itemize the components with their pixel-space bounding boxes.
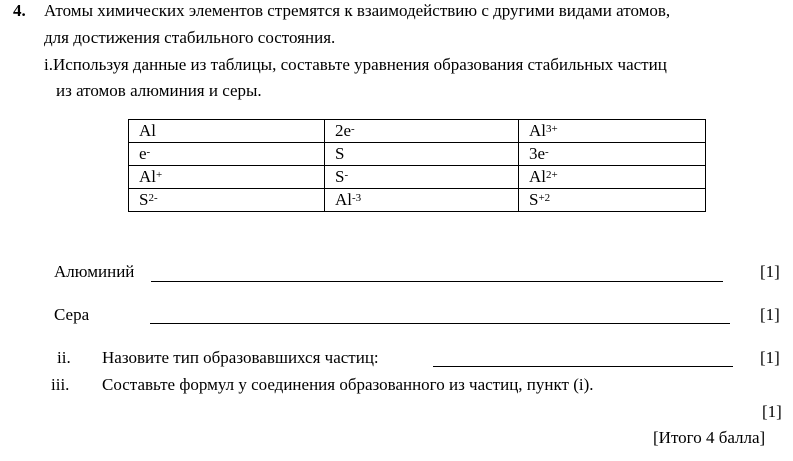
table-row [129,143,706,166]
sulfur-answer-line[interactable] [150,323,730,324]
table-cell: Al [129,120,325,143]
total-score: [Итого 4 балла] [653,428,766,447]
aluminium-label: Алюминий [54,262,135,281]
question-text-line1: Атомы химических элементов стремятся к взаимодействию с другими видами атомов, [44,1,671,20]
subquestion-iii-number: iii. [51,375,70,394]
particle-type-answer-line[interactable] [433,366,733,367]
table-cell: $Al^{-3}$ [325,189,519,212]
sulfur-label: Сера [54,305,90,324]
subquestion-iii-text: Составьте формул у соединения образованного из частиц, пункт (i). [102,375,594,394]
sulfur-mark: [1] [760,305,780,324]
table-cell: S- [325,166,519,189]
question-text-line2: для достижения стабильного состояния. [44,28,336,47]
subquestion-ii-mark: [1] [760,348,780,367]
particles-table [128,119,706,212]
table-row [129,120,706,143]
subquestion-ii-number: ii. [57,348,71,367]
table-cell: $S^{+2}$ [519,189,706,212]
subquestion-ii-text: Назовите тип образовавшихся частиц: [102,348,379,367]
table-cell: $Al^{3+}$ [519,120,706,143]
table-cell: 2e- [325,120,519,143]
aluminium-mark: [1] [760,262,780,281]
table-cell: e- [129,143,325,166]
table-cell: Al+ [129,166,325,189]
table-row [129,166,706,189]
table-cell: 3e- [519,143,706,166]
table-row [129,189,706,212]
subquestion-i-line1: i.Используя данные из таблицы, составьте уравнения образования стабильных частиц [44,55,667,74]
aluminium-answer-line[interactable] [151,281,723,282]
table-cell: $S^{2-}$ [129,189,325,212]
subquestion-i-line2: из атомов алюминия и серы. [56,81,262,100]
table-cell: $Al^{2+}$ [519,166,706,189]
question-number: 4. [13,1,26,20]
table-cell: S [325,143,519,166]
subquestion-iii-mark: [1] [762,402,782,421]
